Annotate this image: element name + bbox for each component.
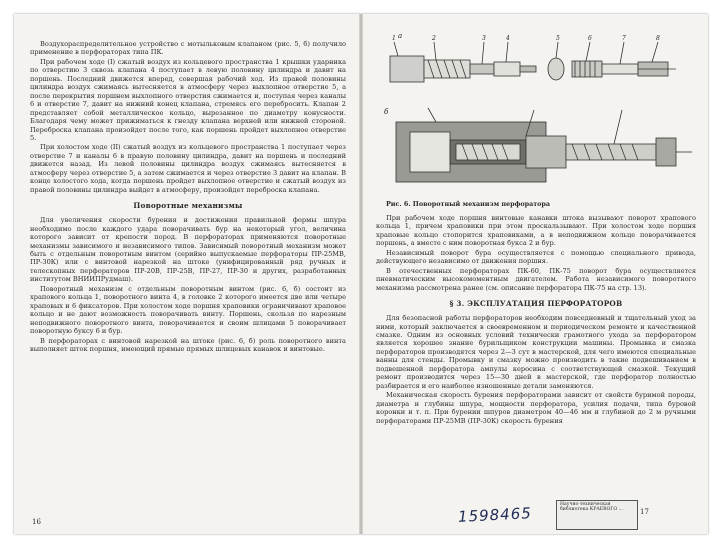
part-number-5: 5 bbox=[556, 35, 560, 42]
book-gutter bbox=[359, 14, 363, 534]
part-number-2: 2 bbox=[432, 35, 436, 42]
left-paragraph-4: Для увеличения скорости бурения и достижения правильной формы шпура необходимо после каждого удара поворачивать бур на некоторый угол, величина которого зависит от крепости пород. В перфораторах применяются поворотные механизмы зависимого и независимого типов. Зависимый поворотный механизм может быть с отдельным поворотным винтом (серийно выпускаемые перфораторы ПР-25МВ, ПР-30К) или с винтовой нарезкой на штоке (унифицированный ряд ручных и телескопных перфораторов ПР-20В, ПР-25В, ПР-27, ПР-30 и других, разработанных институтом ВНИИПРудмаш). bbox=[30, 216, 346, 284]
figure-a-drawing bbox=[390, 42, 676, 82]
right-paragraph-2: Независимый поворот бура осуществляется с помощью специального привода, действующего независимо от движения поршня. bbox=[376, 248, 696, 266]
left-page bbox=[30, 40, 346, 354]
figure-label-b: б bbox=[384, 108, 389, 116]
part-number-4: 4 bbox=[506, 35, 510, 42]
figure-caption: Рис. 6. Поворотный механизм перфоратора bbox=[386, 200, 551, 208]
right-page-number: 17 bbox=[640, 508, 649, 516]
part-number-8: 8 bbox=[656, 35, 660, 42]
left-paragraph-6: В перфораторах с винтовой нарезкой на штоке (рис. 6, б) роль поворотного винта выполняет шток поршня, имеющий прямые прямых шлицевых канавок и винтовые. bbox=[30, 336, 346, 353]
left-paragraph-3: При холостом ходе (II) сжатый воздух из кольцевого пространства 1 поступает через отверстие 7 и каналы 6 в правую половину цилиндра, давит на поршень и последний движется назад. Из левой половины цилиндра воздух сжимаясь вытесняется в атмосферу через отверстие 5, а затем сжимается и через отверстие 3 давит на клапан. В конце холостого хода, когда поршень пройдет выхлопное отверстие и сжатый воздух из правой половины цилиндра выйдет в атмосферу, произойдет переброска клапана. bbox=[30, 143, 346, 194]
library-stamp: Научно-техническая библиотека КРАЕВОГО ... bbox=[556, 500, 638, 530]
rotary-mechanism-drawing bbox=[376, 28, 696, 196]
right-page bbox=[376, 28, 696, 426]
part-number-7: 7 bbox=[622, 35, 626, 42]
right-paragraph-1: При рабочем ходе поршня винтовые канавки штока вызывают поворот храпового кольца 1, причем храповики при этом проскальзывают. При холостом ходе поршня храповые кольцо стопорится храповиками, а в неподвижном кольце поворачивается поршень, а вместе с ним поворотная букса 2 и бур. bbox=[376, 214, 696, 248]
figure-b-drawing bbox=[396, 108, 692, 182]
left-paragraph-2: При рабочем ходе (I) сжатый воздух из кольцевого пространства 1 крышки ударника по отверстию 3 сквозь клапана 4 поступает в левую половину цилиндра и давит на поршень. Последний движется вперед, совершая рабочий ход. Из правой половины цилиндра воздух сжимаясь вытесняется в атмосферу через выхлопное отверстие 5, а после перекрытия поршнем выхлопного отверстия сжимается и, поступая через каналы 6 и отверстие 7, давит на нижний конец клапана, стремясь его перебросить. Клапан 2 представляет собой металлическое кольцо, вырезанное по диаметру конусности. Благодаря чему может прижиматься к гнезду клапана верхней или нижней стороной. Переброска клапана произойдет после того, как поршень пройдет выхлопное отверстие 5. bbox=[30, 57, 346, 142]
left-paragraph-5: Поворотный механизм с отдельным поворотным винтом (рис. 6, б) состоит из храпового кольца 1, поворотного винта 4, в головке 2 которого имеется две или четыре храповых и 6 фиксаторов. При холостом ходе поршня храповики ограничивают храповое кольцо и не дают возможность поворачивать винту. Поршень, скользя по нарезным неподвижного поворотного винта, поворачивается и своим шлицами 5 поворачивает поворотную буксу 6 и бур. bbox=[30, 284, 346, 336]
right-paragraph-5: Механическая скорость бурения перфораторами зависит от свойств буримой породы, диаметра и глубины шпура, мощности перфоратора, усилия подачи, типа буровой коронки и т. п. При бурении шпуров диаметром 40—46 мм и глубиной до 2 м ручными перфораторами ПР-25МВ (ПР-30К) скорость бурения bbox=[376, 391, 696, 425]
right-paragraph-4: Для безопасной работы перфораторов необходим повседневный и тщательный уход за ними, который заключается в своевременном и периодическом ремонте и качественной смазке. Одним из основных условий технически грамотного ухода за перфоратором является хорошее знание бурильщиком конструкции машины. Промывка и смазка перфораторов производятся через 2—3 сут в мастерской, для чего имеются специальные ванны для стенды. Промывку и смазку можно производить в такие подвешиванием в подвешенной перфоратора ампулы керосина с соответствующей смазкой. Текущий ремонт производится через 15—30 дней в мастерской, где перфоратор полностью разбирается и его наиболее изношенные детали заменяются. bbox=[376, 314, 696, 390]
rotary-mechanism-figure bbox=[376, 28, 696, 196]
left-heading: Поворотные механизмы bbox=[133, 201, 243, 211]
figure-part-numbers bbox=[392, 35, 660, 42]
left-paragraph-1: Воздухораспределительное устройство с мотыльковым клапаном (рис. 5, б) получило применение в перфораторах типа ПК. bbox=[30, 40, 346, 57]
part-number-3: 3 bbox=[482, 35, 486, 42]
part-number-6: 6 bbox=[588, 35, 592, 42]
part-number-1: 1 bbox=[392, 35, 396, 42]
figure-label-a: а bbox=[398, 32, 403, 40]
right-heading: § 3. ЭКСПЛУАТАЦИЯ ПЕРФОРАТОРОВ bbox=[449, 299, 623, 309]
book-spread bbox=[14, 14, 708, 534]
left-page-number: 16 bbox=[32, 518, 41, 526]
handwritten-number: 1598465 bbox=[457, 504, 533, 526]
right-paragraph-3: В отечественных перфораторах ПК-60, ПК-75 поворот бура осуществляется пневматическим высокомоментным двигателем. Работа независимого поворотного механизма рассмотрена ранее (см. описание перфоратора ПК-75 на стр. 13). bbox=[376, 266, 696, 292]
